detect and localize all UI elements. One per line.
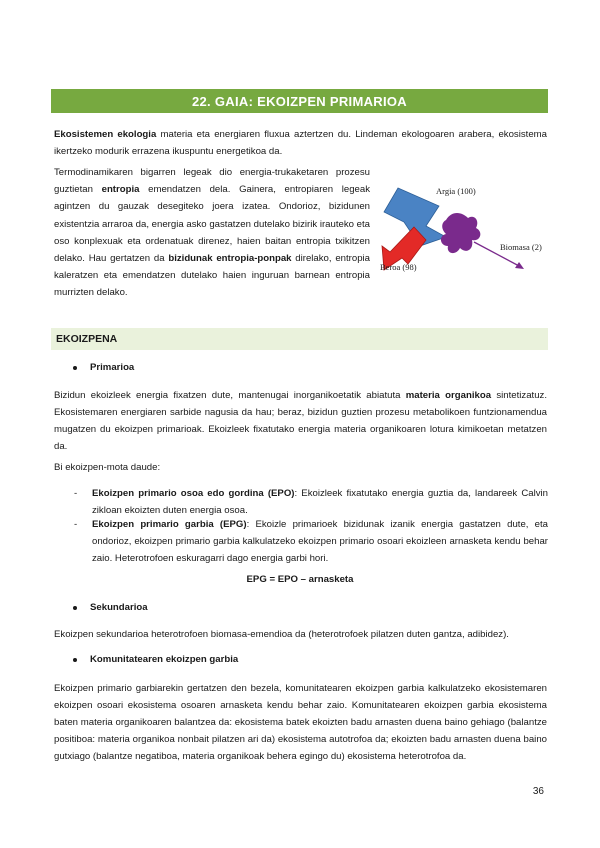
label-light: Argia (100) [436,186,476,196]
bullet-dot-icon [73,366,77,370]
list-item-bold: Ekoizpen primario osoa edo gordina (EPO) [92,488,295,499]
bullet-heading: Primarioa [90,362,135,373]
formula: EPG = EPO – arnasketa [246,574,354,585]
secondary-paragraph: Ekoizpen sekundarioa heterotrofoen biomasa-emendioa da (heterotrofoek pilatzen duten gantza, adibidez). [54,629,509,640]
page-number: 36 [532,786,544,797]
organism-blob-icon [441,213,480,253]
intro-bold: Ekosistemen ekologia [54,129,157,140]
thermo-text-3: direlako, entropia kaleratzen eta emendatzen dutelako haien inguruan barnean entropia murrizten delako. [54,253,370,299]
dash-mark: - [74,488,78,499]
chapter-title-banner [51,89,548,113]
bullet-dot-icon [73,658,77,662]
intro-text: materia eta energiaren fluxua aztertzen du. Lindeman ekologoaren arabera, ekosistema ikertzeko modurik errazena ikuspuntu energetikoa da. [54,129,547,157]
list-item-epg [74,516,548,567]
thermo-text-2: emendatzen dela. Gainera, entropiaren legeak agintzen du gauzak desegiteko joera izatea. Ondorioz, bizidunen existentzia arraroa da, energia asko gastatzen dutelako bizirik irauteko eta oso konplexuak eta ordenatuak direnez, haien baitan entropia txikitzen delako. Hau gertatzen da [54,184,370,265]
bullet-dot-icon [73,606,77,610]
intro-paragraph [54,126,547,160]
label-biomass: Biomasa (2) [500,242,542,252]
chapter-title: 22. GAIA: EKOIZPEN PRIMARIOA [192,93,407,109]
list-item-bold: Ekoizpen primario garbia (EPG) [92,519,247,530]
list-item-rest: : Ekoizleek fixatutako energia guztia da, landareek Calvin zikloan ekoizten duten energia osoa. [92,488,548,516]
list-item-text [92,516,548,567]
thermo-bold-ponpak: bizidunak entropia-ponpak [168,253,292,265]
bullet-sekundarioa [73,602,148,613]
bullet-komunitatea [73,654,238,665]
thermo-bold-entropia: entropia [101,184,140,196]
types-intro: Bi ekoizpen-mota daude: [54,462,161,473]
primary-paragraph [54,387,547,455]
bullet-heading: Sekundarioa [90,602,148,613]
energy-flow-figure [376,180,550,280]
label-heat: Beroa (98) [380,262,417,272]
list-item-text [92,485,548,519]
bullet-primarioa [73,362,134,373]
dash-mark: - [74,519,78,530]
biomass-arrowhead-icon [515,262,524,269]
bullet-heading: Komunitatearen ekoizpen garbia [90,654,239,665]
thermodynamics-paragraph [54,164,370,302]
primary-text-1: Bizidun ekoizleek energia fixatzen dute, mantenugai inorganikoetatik abiatuta [54,390,406,401]
list-item-rest: : Ekoizle primarioek bizidunak izanik energia gastatzen dute, eta ondorioz, ekoizpen primario garbia kalkulatzeko ekoizpen primario osoari ekoizleen arnasketa kendu behar zaio. Heterotrofoen eskuragarri dago energia garbi hori. [92,519,548,564]
section-title: EKOIZPENA [56,333,118,345]
primary-text-2: sintetizatuz. Ekosistemaren energiaren sarbide nagusia da hau; beraz, bizidun guztien prozesu metabolikoen funtzionamendua mugatzen du ekoizpen primarioak. Ekoizleek fixatutako energia materia organikoaren lotura kimikoetan metatzen da. [54,390,547,452]
primary-bold: materia organikoa [405,390,492,401]
section-heading-ekoizpena [51,328,548,350]
thermo-text-1: Termodinamikaren bigarren legeak dio energia-trukaketaren prozesu guztietan [54,167,370,196]
list-item-epo [74,485,548,519]
community-paragraph: Ekoizpen primario garbiarekin gertatzen den bezela, komunitatearen ekoizpen garbia kalkulatzeko ekosistemaren ekoizpen osoari ekosistema osoaren arnasketa kendu behar zaio. Komunitatearen ekoizpen garbia ekosistema baten materia organikoaren balantzea da: ekosistema batek ekoizten badu arnasten duena baino gehiago (balantze positiboa: materia organikoa nonbait pilatzen ari da) ekosistema autotrofoa da; ekoizten badu arnasten duena baino gutxiago (balantze negatiboa, materia organikoak behera egingo du) ekosistema heterotrofoa da. [54,683,547,762]
